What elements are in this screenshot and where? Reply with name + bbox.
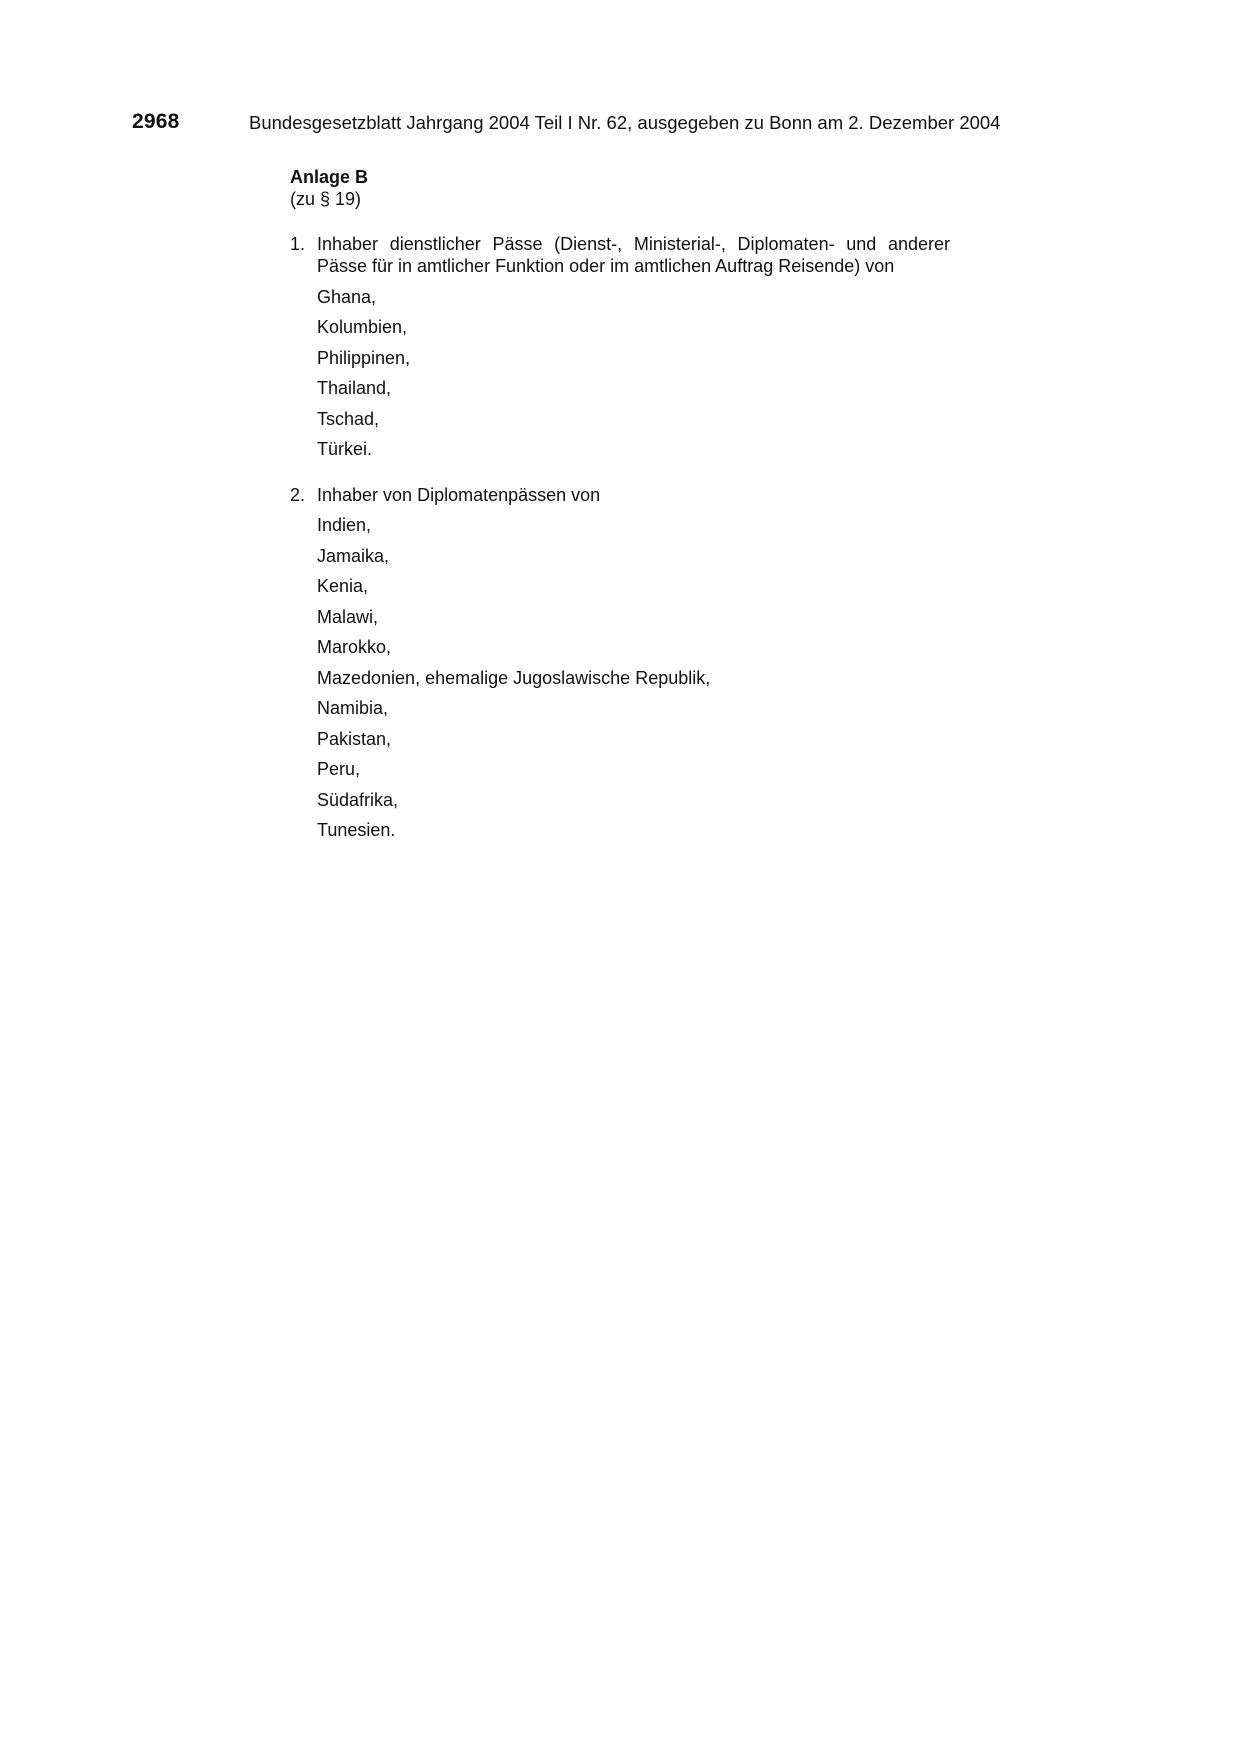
section-2 [290, 484, 950, 841]
list-item: Mazedonien, ehemalige Jugoslawische Republik, [317, 667, 711, 688]
annex-title: Anlage B [290, 167, 369, 187]
list-item: Philippinen, [317, 347, 411, 368]
list-item: Namibia, [317, 698, 389, 718]
running-header: Bundesgesetzblatt Jahrgang 2004 Teil I Nr. 62, ausgegeben zu Bonn am 2. Dezember 2004 [249, 112, 1001, 133]
list-item: Kolumbien, [317, 317, 408, 337]
country-list [317, 514, 950, 841]
list-item: Jamaika, [317, 545, 390, 566]
section-number: 1. [290, 234, 306, 254]
list-item: Malawi, [317, 606, 379, 627]
list-item: Pakistan, [317, 728, 392, 749]
annex-content [290, 166, 950, 841]
section-1 [290, 233, 950, 460]
page-number: 2968 [132, 110, 180, 133]
list-item: Ghana, [317, 286, 377, 307]
list-item: Peru, [317, 759, 361, 779]
list-item: Tunesien. [317, 820, 396, 840]
list-item: Türkei. [317, 439, 373, 459]
country-list [317, 286, 950, 461]
list-item: Südafrika, [317, 789, 399, 810]
list-item: Thailand, [317, 378, 392, 398]
section-intro: Inhaber dienstlicher Pässe (Dienst-, Ministerial-, Diplomaten- und anderer Pässe für in amtlicher Funktion oder im amtlichen Auftrag Reisende) von [317, 234, 950, 276]
list-item: Indien, [317, 515, 372, 535]
section-intro: Inhaber von Diplomatenpässen von [317, 485, 601, 505]
list-item: Kenia, [317, 576, 369, 596]
section-number: 2. [290, 485, 306, 505]
list-item: Tschad, [317, 408, 380, 429]
annex-reference: (zu § 19) [290, 189, 362, 209]
list-item: Marokko, [317, 637, 392, 657]
